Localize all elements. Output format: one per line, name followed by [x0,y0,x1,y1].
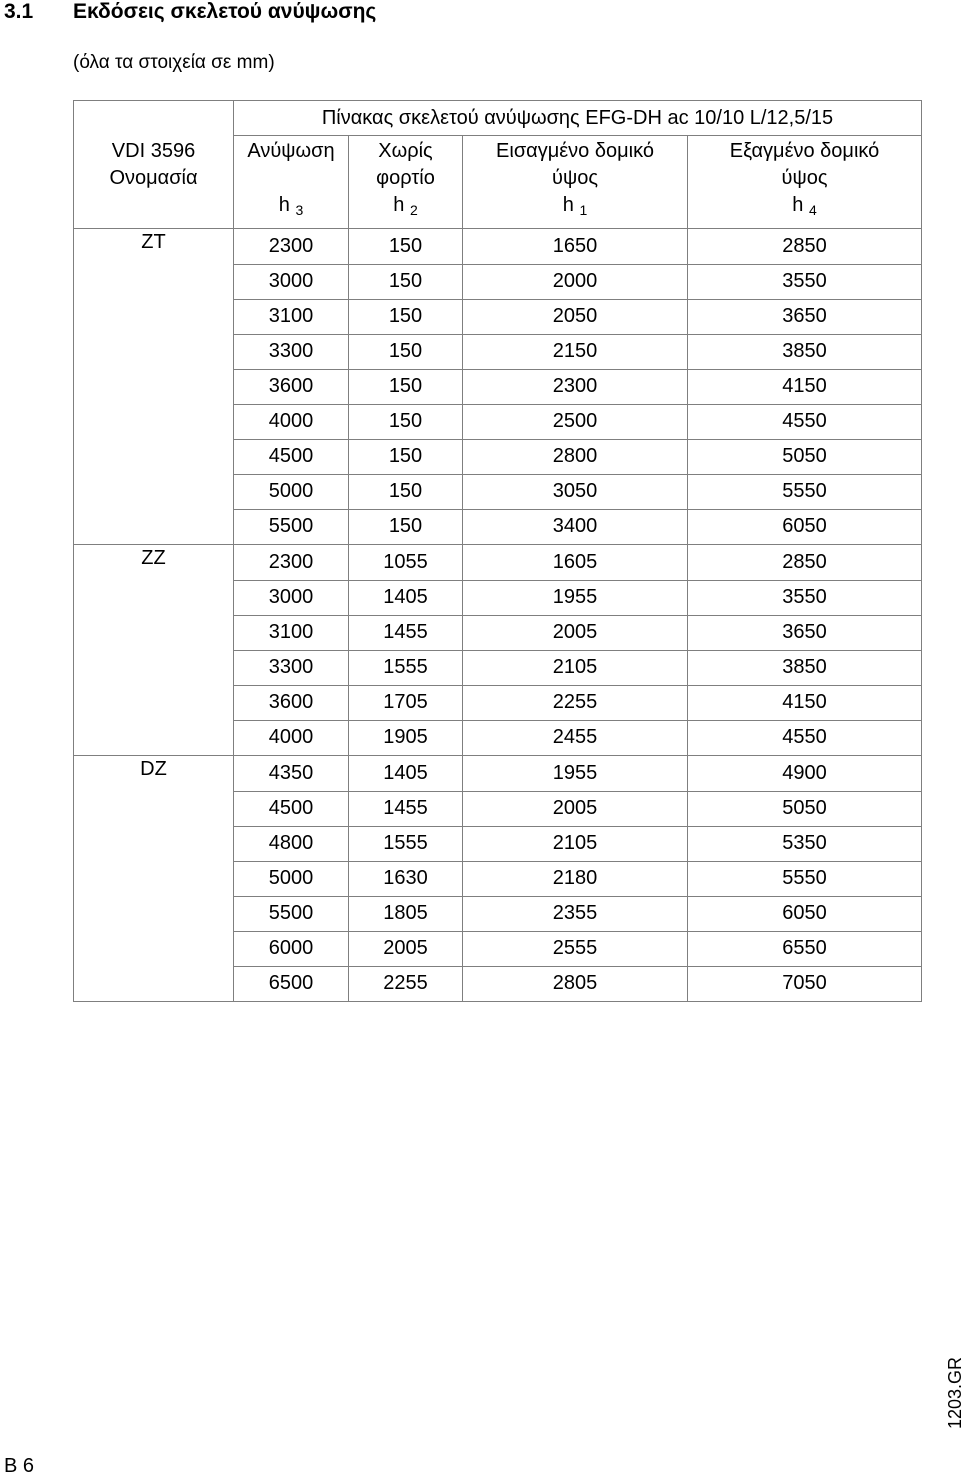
section-title: Εκδόσεις σκελετού ανύψωσης [73,0,377,23]
table-cell: 3400 [463,509,688,545]
table-row [74,545,922,581]
table-cell: 150 [349,474,463,509]
table-cell: 150 [349,439,463,474]
table-cell: 4350 [234,756,349,792]
table-cell: 2150 [463,334,688,369]
document-code: 1203.GR [945,1357,965,1430]
header-lift-line1: Ανύψωση [247,140,335,162]
group-spacer [74,264,234,299]
header-free-lift-line2: φορτίο [376,167,435,189]
table-row [74,439,922,474]
table-cell: 150 [349,509,463,545]
table-row [74,861,922,896]
table-cell: 2005 [463,791,688,826]
table-cell: 2500 [463,404,688,439]
group-spacer [74,791,234,826]
table-cell: 3000 [234,580,349,615]
group-spacer [74,404,234,439]
table-cell: 4150 [688,685,922,720]
table-cell: 2300 [234,545,349,581]
table-row [74,509,922,545]
group-spacer [74,720,234,756]
table-row [74,369,922,404]
table-cell: 2180 [463,861,688,896]
mast-spec-table [73,100,922,1002]
header-extended-height [688,136,922,229]
table-cell: 3550 [688,580,922,615]
group-spacer [74,474,234,509]
table-cell: 1405 [349,756,463,792]
table-cell: 2255 [463,685,688,720]
group-spacer [74,580,234,615]
table-cell: 3650 [688,615,922,650]
table-cell: 3850 [688,650,922,685]
header-designation [74,136,234,229]
table-cell: 1630 [349,861,463,896]
table-cell: 5550 [688,861,922,896]
table-cell: 150 [349,264,463,299]
header-free-lift-symbol: h [393,194,405,216]
table-cell: 2000 [463,264,688,299]
header-closed-height-line1: Εισαγμένο δομικό [496,140,654,162]
table-cell: 1405 [349,580,463,615]
table-cell: 1650 [463,229,688,265]
table-cell: 6050 [688,509,922,545]
table-cell: 4000 [234,720,349,756]
header-free-lift-line1: Χωρίς [378,140,433,162]
table-row [74,580,922,615]
table-cell: 3600 [234,369,349,404]
table-cell: 150 [349,299,463,334]
group-spacer [74,615,234,650]
group-spacer [74,861,234,896]
header-extended-height-line1: Εξαγμένο δομικό [729,140,880,162]
table-cell: 2105 [463,826,688,861]
table-cell: 1905 [349,720,463,756]
table-cell: 6500 [234,966,349,1002]
header-free-lift [349,136,463,229]
table-cell: 5550 [688,474,922,509]
table-cell: 4500 [234,439,349,474]
table-row [74,474,922,509]
group-label: ZZ [74,545,234,581]
section-number: 3.1 [4,0,34,23]
header-closed-height [463,136,688,229]
header-designation-line1: VDI 3596 [111,139,196,162]
table-cell: 5050 [688,439,922,474]
group-spacer [74,685,234,720]
table-row [74,264,922,299]
header-closed-height-symbol: h [562,194,574,216]
group-spacer [74,650,234,685]
table-cell: 2850 [688,229,922,265]
table-cell: 6000 [234,931,349,966]
header-closed-height-subscript: 1 [579,202,588,218]
table-cell: 4000 [234,404,349,439]
group-spacer [74,966,234,1002]
table-cell: 6050 [688,896,922,931]
group-spacer [74,826,234,861]
header-designation-line2: Ονομασία [109,166,198,189]
table-cell: 3000 [234,264,349,299]
group-spacer [74,369,234,404]
table-cell: 1955 [463,756,688,792]
units-note: (όλα τα στοιχεία σε mm) [73,52,275,73]
header-closed-height-line2: ύψος [552,167,598,189]
table-cell: 4150 [688,369,922,404]
table-row [74,229,922,265]
table-cell: 3050 [463,474,688,509]
table-cell: 3550 [688,264,922,299]
table-cell: 7050 [688,966,922,1002]
table-cell: 3650 [688,299,922,334]
table-row [74,791,922,826]
table-cell: 5000 [234,474,349,509]
table-cell: 150 [349,229,463,265]
table-cell: 1555 [349,650,463,685]
table-row [74,650,922,685]
table-cell: 1455 [349,791,463,826]
table-cell: 2800 [463,439,688,474]
table-cell: 1455 [349,615,463,650]
table-cell: 150 [349,334,463,369]
table-cell: 4500 [234,791,349,826]
table-cell: 150 [349,369,463,404]
header-lift [234,136,349,229]
table-cell: 4800 [234,826,349,861]
table-row [74,896,922,931]
table-cell: 3600 [234,685,349,720]
group-label: DZ [74,756,234,792]
table-cell: 1605 [463,545,688,581]
table-title: Πίνακας σκελετού ανύψωσης EFG-DH ac 10/10 L/12,5/15 [234,101,922,136]
table-row [74,404,922,439]
table-row [74,756,922,792]
header-extended-height-subscript: 4 [808,202,817,218]
table-cell: 5500 [234,896,349,931]
header-lift-symbol: h [278,194,290,216]
table-row [74,685,922,720]
table-cell: 1705 [349,685,463,720]
group-spacer [74,896,234,931]
group-label: ZT [74,229,234,265]
table-cell: 1555 [349,826,463,861]
table-cell: 1805 [349,896,463,931]
table-cell: 2805 [463,966,688,1002]
table-cell: 3100 [234,615,349,650]
page-number: B 6 [4,1455,35,1477]
table-cell: 2255 [349,966,463,1002]
table-cell: 2050 [463,299,688,334]
group-spacer [74,334,234,369]
header-lift-subscript: 3 [295,202,304,218]
table-cell: 1955 [463,580,688,615]
table-row [74,615,922,650]
table-cell: 2300 [234,229,349,265]
group-spacer [74,931,234,966]
group-spacer [74,509,234,545]
table-cell: 4900 [688,756,922,792]
header-extended-height-symbol: h [792,194,804,216]
table-cell: 5000 [234,861,349,896]
table-title-spacer [74,101,234,136]
table-cell: 2850 [688,545,922,581]
table-row [74,720,922,756]
table-title-row [74,101,922,136]
table-row [74,334,922,369]
table-cell: 2105 [463,650,688,685]
table-cell: 150 [349,404,463,439]
table-row [74,966,922,1002]
table-cell: 6550 [688,931,922,966]
group-spacer [74,439,234,474]
table-cell: 5050 [688,791,922,826]
table-cell: 2005 [463,615,688,650]
table-cell: 3850 [688,334,922,369]
group-spacer [74,299,234,334]
table-cell: 1055 [349,545,463,581]
table-cell: 5500 [234,509,349,545]
table-cell: 3100 [234,299,349,334]
table-cell: 2005 [349,931,463,966]
table-row [74,826,922,861]
table-cell: 2455 [463,720,688,756]
table-cell: 2355 [463,896,688,931]
table-cell: 3300 [234,650,349,685]
header-free-lift-subscript: 2 [409,202,418,218]
table-cell: 5350 [688,826,922,861]
table-header-row [74,136,922,229]
table-row [74,931,922,966]
header-extended-height-line2: ύψος [781,167,828,189]
table-cell: 2300 [463,369,688,404]
table-cell: 4550 [688,720,922,756]
table-cell: 3300 [234,334,349,369]
table-cell: 2555 [463,931,688,966]
table-row [74,299,922,334]
table-cell: 4550 [688,404,922,439]
